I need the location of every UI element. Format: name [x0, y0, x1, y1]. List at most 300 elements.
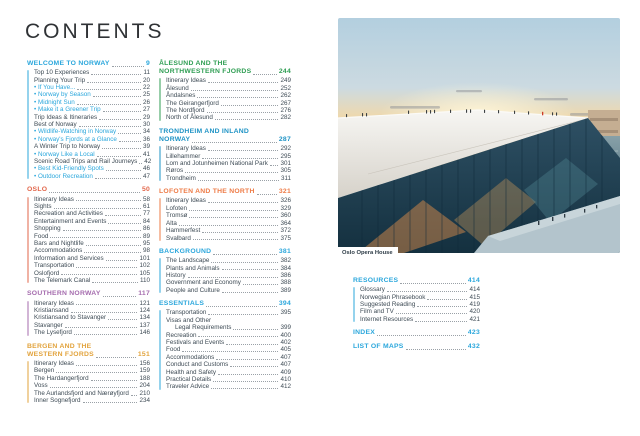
toc-entry: [166, 354, 291, 361]
toc-entry-label: North of Ålesund: [166, 114, 213, 122]
toc-entry: [34, 77, 150, 84]
toc-entry-page: 421: [469, 315, 480, 323]
toc-entry-label: Itinerary Ideas: [34, 299, 74, 307]
dot-leader: [93, 96, 141, 97]
toc-entry: [166, 346, 291, 353]
toc-section-header: [27, 186, 150, 194]
toc-section-title-line: [159, 136, 291, 144]
toc-entry-label: Government and Economy: [166, 279, 241, 287]
toc-entry-page: 386: [280, 271, 291, 279]
dot-leader: [377, 335, 466, 336]
toc-entry-page: 156: [139, 360, 150, 368]
dot-leader: [211, 262, 278, 263]
toc-entry-page: 262: [280, 92, 291, 100]
toc-entry-page: 36: [142, 135, 150, 143]
dot-leader: [49, 192, 140, 193]
dot-leader: [112, 66, 144, 67]
photo-caption: Oslo Opera House: [338, 247, 398, 258]
toc-section-header: [353, 329, 480, 337]
toc-entry: [34, 397, 150, 404]
toc-item-list: [159, 197, 291, 241]
dot-leader: [118, 133, 141, 134]
dot-leader: [105, 215, 141, 216]
toc-entry: [166, 235, 291, 242]
toc-entry-page: 105: [139, 269, 150, 277]
opera-house-illustration: [338, 18, 620, 253]
toc-entry: [166, 257, 291, 264]
dot-leader: [182, 351, 278, 352]
toc-entry-label: Accommodations: [166, 353, 215, 361]
toc-section: [27, 60, 150, 180]
toc-entry-page: 419: [469, 301, 480, 309]
toc-entry: [34, 136, 150, 143]
toc-entry: [34, 270, 150, 277]
toc-entry: [34, 158, 150, 165]
dot-leader: [213, 254, 277, 255]
toc-entry: [34, 69, 150, 76]
toc-section-title-line: [353, 329, 480, 337]
toc-entry-label: • Best Kid-Friendly Spots: [34, 165, 104, 173]
toc-entry-label: Itinerary Ideas: [166, 145, 206, 153]
toc-section-header: [353, 343, 480, 351]
toc-section: [353, 277, 480, 323]
toc-item-list: [159, 309, 291, 390]
dot-leader: [207, 112, 279, 113]
toc-entry: [166, 376, 291, 383]
toc-entry: [34, 196, 150, 203]
toc-entry: [166, 339, 291, 346]
toc-entry-label: Planning Your Trip: [34, 76, 86, 84]
toc-entry-label: Røros: [166, 167, 184, 175]
toc-entry-label: Oslofjord: [34, 269, 60, 277]
toc-entry-page: 101: [139, 254, 150, 262]
dot-leader: [92, 282, 138, 283]
toc-entry-page: 372: [280, 227, 291, 235]
toc-section-title: BERGEN AND THE: [27, 342, 92, 350]
toc-entry-page: 311: [280, 174, 291, 182]
toc-entry-label: The Landscape: [166, 257, 210, 265]
toc-entry-label: Trip Ideas & Itineraries: [34, 113, 98, 121]
toc-section-title-line: [159, 188, 291, 196]
toc-item-list: [27, 360, 150, 404]
toc-entry-label: The Geirangerfjord: [166, 99, 219, 107]
toc-entry-page: 364: [280, 219, 291, 227]
dot-leader: [74, 334, 138, 335]
toc-entry-page: 20: [142, 76, 150, 84]
toc-item-list: [159, 77, 291, 121]
dot-leader: [202, 232, 278, 233]
toc-section: [353, 329, 480, 337]
toc-entry: [34, 329, 150, 336]
toc-entry: [166, 114, 291, 121]
toc-section-title: WESTERN FJORDS: [27, 350, 94, 358]
toc-entry: [34, 218, 150, 225]
toc-section-title-line: [159, 68, 291, 76]
dot-leader: [50, 237, 141, 238]
dot-leader: [233, 329, 278, 330]
dot-leader: [189, 217, 278, 218]
toc-section-header: [27, 60, 150, 68]
toc-section: [27, 290, 150, 336]
toc-entry-label: Itinerary Ideas: [166, 197, 206, 205]
toc-entry-page: 210: [139, 389, 150, 397]
toc-entry-label: Tromsø: [166, 212, 188, 220]
dot-leader: [417, 306, 467, 307]
toc-section-title-line: [159, 248, 291, 256]
toc-entry-label: Itinerary Ideas: [34, 195, 74, 203]
toc-entry: [34, 143, 150, 150]
toc-entry: [34, 203, 150, 210]
toc-section-page: 432: [467, 343, 480, 351]
toc-entry-label: Åndalsnes: [166, 92, 196, 100]
toc-entry-label: Lom and Jotunheimen National Park: [166, 160, 268, 168]
dot-leader: [222, 269, 279, 270]
toc-entry: [34, 382, 150, 389]
toc-entry: [34, 225, 150, 232]
toc-entry: [166, 160, 291, 167]
toc-entry: [166, 332, 291, 339]
dot-leader: [208, 202, 279, 203]
dot-leader: [97, 156, 141, 157]
toc-entry-label: The Nordfjord: [166, 107, 205, 115]
toc-entry-label: The Telemark Canal: [34, 276, 91, 284]
toc-section-page: 9: [145, 60, 150, 67]
section-color-bar: [159, 78, 161, 120]
dot-leader: [54, 208, 141, 209]
toc-section-title: ÅLESUND AND THE: [159, 60, 228, 67]
toc-entry: [166, 197, 291, 204]
toc-section-title-line: [27, 290, 150, 298]
dot-leader: [102, 148, 141, 149]
toc-entry-page: 388: [280, 279, 291, 287]
dot-leader: [108, 223, 141, 224]
toc-entry: [34, 307, 150, 314]
toc-entry: [34, 277, 150, 284]
toc-entry-page: 39: [142, 143, 150, 151]
dot-leader: [427, 299, 467, 300]
toc-section-title-line: [159, 60, 291, 68]
toc-section: [159, 60, 291, 122]
toc-section-page: 423: [467, 329, 480, 337]
toc-section-header: [353, 277, 480, 285]
toc-item-list: [353, 286, 480, 323]
page-title: CONTENTS: [25, 20, 165, 43]
toc-entry-label: Plants and Animals: [166, 264, 220, 272]
dot-leader: [86, 245, 141, 246]
toc-entry: [166, 317, 291, 324]
toc-entry-page: 121: [139, 299, 150, 307]
toc-entry: [360, 316, 480, 323]
toc-entry-label: Svalbard: [166, 234, 191, 242]
dot-leader: [79, 126, 141, 127]
dot-leader: [139, 163, 142, 164]
toc-column-3: [353, 277, 480, 358]
dot-leader: [95, 178, 141, 179]
dot-leader: [198, 336, 278, 337]
toc-entry-page: 305: [280, 167, 291, 175]
toc-entry-label: Food: [166, 346, 181, 354]
dot-leader: [208, 314, 278, 315]
toc-entry-page: 400: [280, 331, 291, 339]
dot-leader: [193, 239, 279, 240]
toc-section-page: 287: [278, 136, 291, 144]
toc-entry: [360, 301, 480, 308]
toc-entry-label: • Outdoor Recreation: [34, 172, 93, 180]
toc-entry-page: 407: [280, 361, 291, 369]
toc-section-title: INDEX: [353, 329, 376, 337]
toc-entry-page: 188: [139, 374, 150, 382]
toc-entry: [34, 247, 150, 254]
toc-entry-page: 29: [142, 113, 150, 121]
toc-entry-page: 22: [142, 84, 150, 92]
toc-section-title-line: [27, 186, 150, 194]
toc-entry-page: 159: [139, 367, 150, 375]
toc-entry-label: Suggested Reading: [360, 301, 416, 309]
toc-entry-page: 409: [280, 368, 291, 376]
toc-entry-label: • Midnight Sun: [34, 98, 75, 106]
dot-leader: [202, 158, 278, 159]
dot-leader: [406, 349, 466, 350]
dot-leader: [188, 277, 279, 278]
toc-column-2: [159, 60, 291, 397]
toc-section-title: TRONDHEIM AND INLAND: [159, 127, 250, 135]
dot-leader: [270, 165, 279, 166]
toc-entry-page: 412: [280, 383, 291, 391]
toc-entry: [166, 205, 291, 212]
toc-entry-label: Lofoten: [166, 204, 188, 212]
toc-entry-page: 58: [142, 195, 150, 203]
dot-leader: [87, 82, 141, 83]
toc-entry: [166, 77, 291, 84]
toc-entry-page: 30: [142, 121, 150, 129]
toc-section-page: 321: [278, 188, 291, 196]
toc-section-header: [159, 128, 291, 144]
toc-entry-label: Top 10 Experiences: [34, 69, 90, 77]
toc-entry: [166, 153, 291, 160]
toc-column-1: [27, 60, 150, 410]
toc-entry-label: History: [166, 271, 186, 279]
toc-entry-page: 86: [142, 225, 150, 233]
toc-entry: [360, 294, 480, 301]
dot-leader: [185, 172, 278, 173]
toc-entry-page: 292: [280, 145, 291, 153]
toc-entry-page: 146: [139, 329, 150, 337]
toc-item-list: [27, 196, 150, 285]
dot-leader: [226, 344, 278, 345]
toc-entry-page: 414: [469, 286, 480, 294]
dot-leader: [77, 89, 141, 90]
toc-entry-page: 326: [280, 197, 291, 205]
toc-entry-page: 46: [142, 165, 150, 173]
dot-leader: [103, 296, 137, 297]
toc-entry-label: • Norway's Fjords at a Glance: [34, 135, 117, 143]
toc-entry: [166, 220, 291, 227]
toc-entry: [166, 279, 291, 286]
dot-leader: [208, 82, 279, 83]
section-color-bar: [27, 361, 29, 403]
toc-entry-page: 89: [142, 232, 150, 240]
dot-leader: [76, 200, 141, 201]
toc-entry-page: 399: [280, 324, 291, 332]
toc-item-list: [27, 69, 150, 180]
toc-entry-page: 276: [280, 107, 291, 115]
toc-entry-page: 137: [139, 321, 150, 329]
toc-entry-page: 420: [469, 308, 480, 316]
toc-entry-page: 102: [139, 262, 150, 270]
toc-section-page: 117: [138, 290, 150, 298]
toc-entry: [34, 240, 150, 247]
section-color-bar: [27, 70, 29, 179]
toc-entry: [166, 167, 291, 174]
toc-entry-label: • If You Have...: [34, 84, 76, 92]
toc-entry-label: Transportation: [34, 262, 75, 270]
toc-entry-label: Legal Requirements: [175, 324, 232, 332]
toc-entry: [166, 272, 291, 279]
dot-leader: [243, 284, 279, 285]
toc-entry: [34, 233, 150, 240]
dot-leader: [77, 104, 141, 105]
toc-entry: [34, 314, 150, 321]
dot-leader: [208, 150, 279, 151]
toc-entry: [166, 92, 291, 99]
dot-leader: [71, 312, 138, 313]
toc-entry: [166, 369, 291, 376]
toc-section-title: ESSENTIALS: [159, 300, 205, 308]
dot-leader: [387, 291, 468, 292]
toc-entry-page: 41: [142, 150, 150, 158]
toc-entry-label: Accommodations: [34, 247, 83, 255]
toc-entry-page: 34: [142, 128, 150, 136]
toc-entry: [34, 300, 150, 307]
toc-entry-page: 301: [280, 160, 291, 168]
dot-leader: [106, 260, 138, 261]
toc-section: [159, 188, 291, 242]
toc-entry: [34, 91, 150, 98]
toc-section-header: [159, 188, 291, 196]
toc-entry-page: 384: [280, 264, 291, 272]
toc-entry-page: 42: [144, 158, 152, 166]
toc-entry: [34, 367, 150, 374]
toc-entry-label: Voss: [34, 382, 48, 390]
toc-entry-label: Traveler Advice: [166, 383, 210, 391]
dot-leader: [76, 365, 138, 366]
dot-leader: [222, 292, 279, 293]
toc-section-header: [27, 290, 150, 298]
toc-entry: [34, 99, 150, 106]
dot-leader: [50, 387, 138, 388]
dot-leader: [103, 111, 141, 112]
toc-section-page: 414: [467, 277, 480, 284]
toc-entry-label: Itinerary Ideas: [166, 77, 206, 85]
dot-leader: [108, 319, 137, 320]
toc-section: [159, 300, 291, 391]
dot-leader: [396, 313, 468, 314]
toc-entry-label: People and Culture: [166, 286, 220, 294]
toc-entry-label: Itinerary Ideas: [34, 360, 74, 368]
toc-entry-page: 407: [280, 353, 291, 361]
toc-entry-label: Recreation: [166, 331, 197, 339]
toc-section-title: OSLO: [27, 186, 48, 194]
toc-entry-label: Trondheim: [166, 174, 196, 182]
toc-entry: [34, 210, 150, 217]
toc-section-title-line: [353, 277, 480, 285]
toc-entry-label: Kristiansand to Stavanger: [34, 314, 107, 322]
section-color-bar: [159, 258, 161, 293]
toc-entry: [166, 324, 291, 331]
dot-leader: [119, 141, 141, 142]
dot-leader: [63, 230, 141, 231]
toc-item-list: [159, 257, 291, 294]
dot-leader: [96, 357, 136, 358]
toc-section-page: 244: [278, 68, 291, 76]
dot-leader: [192, 142, 277, 143]
toc-entry-label: • Norway by Season: [34, 91, 91, 99]
toc-entry-page: 110: [139, 276, 150, 284]
toc-entry-label: Health and Safety: [166, 368, 217, 376]
dot-leader: [400, 283, 466, 284]
toc-entry: [34, 173, 150, 180]
toc-entry-label: Food: [34, 232, 49, 240]
toc-entry-label: Festivals and Events: [166, 338, 225, 346]
toc-entry-page: 389: [280, 286, 291, 294]
toc-entry: [34, 114, 150, 121]
toc-entry-label: Ålesund: [166, 84, 189, 92]
toc-entry: [34, 390, 150, 397]
toc-section-header: [159, 60, 291, 76]
section-color-bar: [27, 197, 29, 284]
toc-section-title: NORWAY: [159, 136, 191, 144]
toc-entry-label: Bergen: [34, 367, 55, 375]
toc-entry-label: Scenic Road Trips and Rail Journeys: [34, 158, 138, 166]
toc-entry-page: 410: [280, 376, 291, 384]
toc-entry: [166, 287, 291, 294]
toc-entry-page: 415: [469, 293, 480, 301]
dot-leader: [56, 372, 137, 373]
toc-section-title: LIST OF MAPS: [353, 343, 404, 351]
toc-section-title-line: [159, 128, 291, 136]
toc-entry-label: The Aurlandsfjord and Nærøyfjord: [34, 389, 129, 397]
toc-entry: [34, 121, 150, 128]
toc-entry-page: 77: [142, 210, 150, 218]
section-color-bar: [159, 310, 161, 389]
dot-leader: [197, 97, 278, 98]
toc-entry-label: Inner Sognefjord: [34, 397, 81, 405]
toc-section-page: 151: [137, 350, 150, 358]
dot-leader: [215, 119, 279, 120]
toc-section: [159, 128, 291, 182]
dot-leader: [76, 304, 138, 305]
toc-entry-page: 95: [142, 239, 150, 247]
toc-section-title-line: [27, 343, 150, 351]
dot-leader: [216, 359, 278, 360]
toc-entry: [34, 165, 150, 172]
toc-entry-label: Internet Resources: [360, 315, 414, 323]
toc-section-title: WELCOME TO NORWAY: [27, 60, 110, 67]
toc-entry-label: Practical Details: [166, 376, 212, 384]
oslo-opera-house-photo: [338, 18, 620, 256]
toc-entry-label: Shopping: [34, 225, 61, 233]
toc-section-title: NORTHWESTERN FJORDS: [159, 68, 252, 76]
toc-entry-page: 234: [139, 397, 150, 405]
toc-entry: [34, 84, 150, 91]
toc-entry-page: 84: [142, 217, 150, 225]
toc-entry-page: 98: [142, 247, 150, 255]
toc-section-page: 50: [141, 186, 150, 194]
toc-entry-page: 11: [143, 69, 150, 77]
toc-entry-label: Norwegian Phrasebook: [360, 293, 426, 301]
toc-entry-page: 27: [142, 106, 150, 114]
toc-entry-label: Stavanger: [34, 321, 63, 329]
